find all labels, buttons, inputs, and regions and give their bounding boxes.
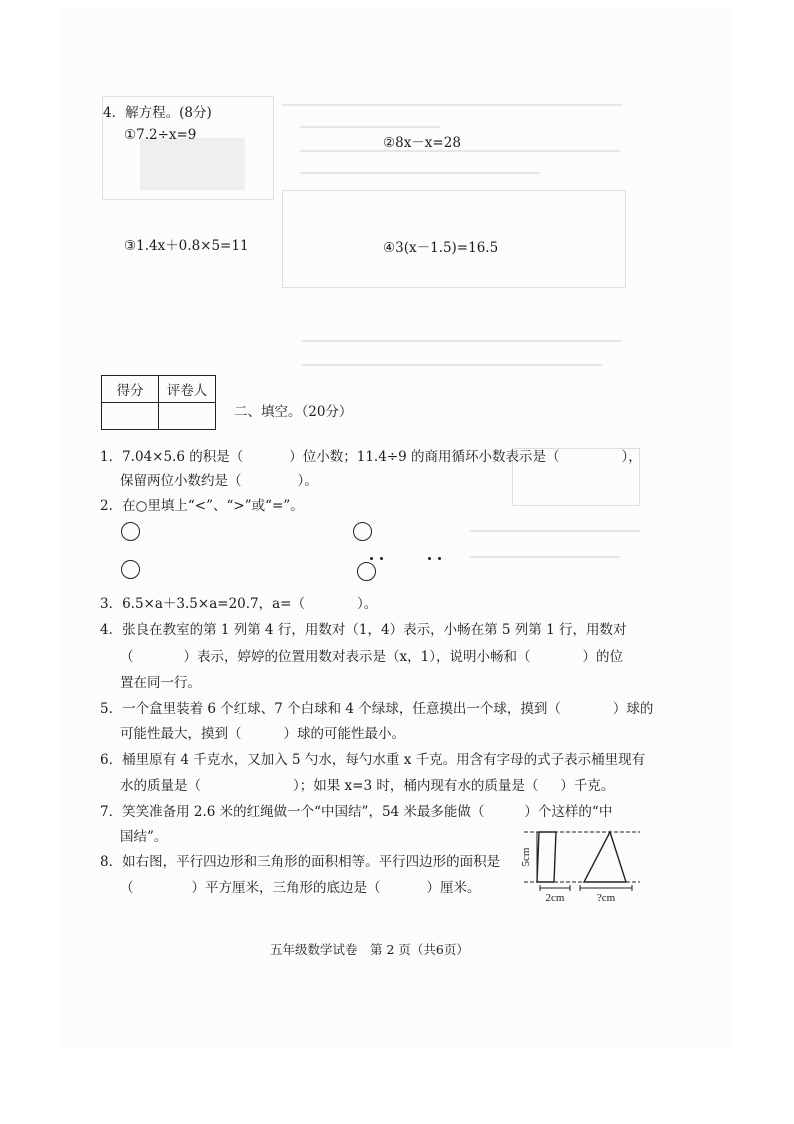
item-text: ）。 [297,473,318,489]
item-text: 在○里填上“<”、“>”或“=”。 [122,498,304,514]
compare-1 [120,522,141,541]
item-7 [100,800,612,820]
compare-circle[interactable] [121,522,140,541]
bleed-through-text [300,126,440,128]
score-header: 得分 [102,376,159,403]
parallelogram-shape [537,832,556,882]
item-text: 保留两位小数约是（ [120,473,242,489]
parallelogram-triangle-figure [512,822,646,904]
bleed-through-text [302,340,622,342]
item-text: ）球的可能性最小。 [283,726,405,742]
bleed-through-text [300,172,540,174]
bleed-through-text [302,364,602,366]
item-6-line-2 [120,774,614,794]
item-number: 5． [100,701,123,717]
equation-2: ②8x－x=28 [383,135,461,151]
item-number: 2． [100,498,123,514]
item-4-line-3: 置在同一行。 [120,675,201,691]
item-text: 水的质量是（ [120,778,201,794]
item-text: ）位小数；11.4÷9 的商用循环小数表示是（ [289,449,560,465]
item-text: ）平方厘米，三角形的底边是（ [191,880,381,896]
item-5 [100,697,653,717]
item-text: 张良在教室的第 1 列第 4 行，用数对（1，4）表示，小畅在第 5 列第 1 行，用数对 [122,622,627,638]
grader-cell[interactable] [159,403,216,430]
item-number: 7． [100,804,123,820]
repeat-dot [370,557,373,560]
base1-label: 2cm [545,892,565,904]
item-text: 可能性最大，摸到（ [120,726,242,742]
item-text: ）表示，婷婷的位置用数对表示是（x，1），说明小畅和（ [183,649,531,665]
compare-circle[interactable] [357,562,376,581]
compare-3 [120,560,141,579]
item-3 [100,592,377,612]
item-number: 4． [100,622,123,638]
item-7-line-2: 国结”。 [120,829,168,845]
item-text: ）个这样的“中 [524,804,613,820]
repeat-dot [380,557,383,560]
compare-4 [354,562,379,581]
item-1 [100,445,642,465]
equation-3: ③1.4x＋0.8×5=11 [124,238,249,254]
item-1-line-2 [120,469,318,489]
item-2 [100,494,304,514]
item-8 [100,850,500,870]
item-text: ）千克。 [560,778,615,794]
base2-label: ?cm [596,892,616,904]
repeat-dot [438,557,441,560]
triangle-shape [584,832,626,882]
item-8-line-2 [120,876,481,896]
item-number: 6． [100,752,123,768]
item-text: （ [120,880,134,896]
item-text: ）厘米。 [426,880,481,896]
item-text: （ [120,649,134,665]
item-text: 桶里原有 4 千克水，又加入 5 勺水，每勺水重 x 千克。用含有字母的式子表示桶里现有 [122,752,646,768]
item-4 [100,618,626,638]
equation-1: ①7.2÷x=9 [124,127,197,143]
item-text: 笑笑准备用 2.6 米的红绳做一个“中国结”，54 米最多能做（ [122,804,485,820]
bleed-through-text [470,530,640,532]
item-number: 8． [100,854,123,870]
bleed-through-text [470,556,620,558]
item-number: 3． [100,596,123,612]
compare-circle[interactable] [353,522,372,541]
item-text: ）球的 [612,701,654,717]
repeat-dot [428,557,431,560]
item-text: 7.04×5.6 的积是（ [122,449,244,465]
item-4-line-2 [120,645,623,665]
item-text: 6.5×a＋3.5×a=20.7，a=（ [122,596,305,612]
q4-title: 4．解方程。(8分) [103,105,212,121]
item-6 [100,748,645,768]
height-label: 5cm [520,847,532,867]
item-text: 如右图，平行四边形和三角形的面积相等。平行四边形的面积是 [122,854,501,870]
item-text: ）。 [356,596,378,612]
item-text: 一个盒里装着 6 个红球、7 个白球和 4 个绿球，任意摸出一个球，摸到（ [122,701,561,717]
compare-circle[interactable] [121,560,140,579]
grader-header: 评卷人 [159,376,216,403]
page-footer: 五年级数学试卷 第 2 页（共6页） [270,942,469,957]
score-cell[interactable] [102,403,159,430]
item-5-line-2 [120,722,405,742]
item-text: ）；如果 x=3 时，桶内现有水的质量是（ [293,778,539,794]
section-title: 二、填空。（20分） [234,404,353,420]
equation-4: ④3(x－1.5)=16.5 [383,240,499,256]
item-text: ）的位 [582,649,623,665]
score-table [101,375,216,430]
item-number: 1． [100,449,123,465]
item-text: ）， [621,449,642,465]
compare-2 [352,522,373,541]
bleed-through-text [282,104,622,106]
